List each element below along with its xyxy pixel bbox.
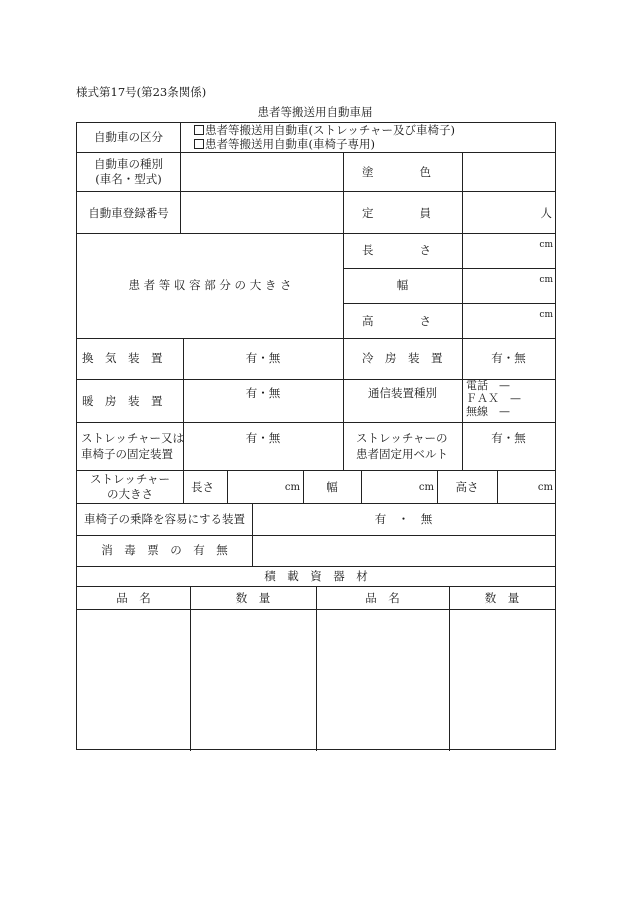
row-divider xyxy=(77,338,555,339)
ventilation-value[interactable]: 有・無 xyxy=(245,351,281,365)
equipment-col-item-2: 品 名 xyxy=(365,591,400,605)
stretcher-size-label: ストレッチャー xyxy=(89,472,171,486)
form-title: 患者等搬送用自動車届 xyxy=(257,105,373,119)
col-divider xyxy=(343,152,344,470)
cooling-value[interactable]: 有・無 xyxy=(491,351,526,365)
row-divider xyxy=(343,303,555,304)
stretcher-width-unit: cm xyxy=(418,482,434,493)
row-divider xyxy=(77,503,555,504)
fixing-device-label: ストレッチャー又は xyxy=(81,431,185,445)
col-divider xyxy=(183,470,184,503)
equipment-col-item: 品 名 xyxy=(116,591,151,605)
vehicle-type-label: 自動車の種別 xyxy=(94,157,163,171)
heating-value[interactable]: 有・無 xyxy=(245,386,281,400)
compartment-size-label: 患 者 等 収 容 部 分 の 大 き さ xyxy=(128,278,292,292)
compartment-height-unit: cm xyxy=(539,310,553,320)
stretcher-length-label: 長さ xyxy=(191,480,214,494)
vehicle-type-sublabel: (車名・型式) xyxy=(95,172,162,186)
capacity-label: 定 員 xyxy=(362,206,431,220)
row-divider xyxy=(77,233,555,234)
cooling-label: 冷 房 装 置 xyxy=(362,351,443,365)
stretcher-width-label: 幅 xyxy=(326,480,338,494)
heating-label: 暖 房 装 置 xyxy=(82,394,163,408)
stretcher-height-unit: cm xyxy=(537,482,553,493)
form-number: 様式第17号(第23条関係) xyxy=(76,85,207,99)
paint-color-field[interactable] xyxy=(463,153,555,191)
disinfection-field[interactable] xyxy=(253,536,555,566)
equipment-col-qty: 数 量 xyxy=(235,591,271,605)
ventilation-label: 換 気 装 置 xyxy=(82,351,163,365)
registration-number-label: 自動車登録番号 xyxy=(88,206,169,220)
belt-sublabel: 患者固定用ベルト xyxy=(356,447,448,461)
equipment-col-qty-2: 数 量 xyxy=(484,591,520,605)
row-divider xyxy=(343,268,555,269)
stretcher-length-unit: cm xyxy=(284,482,300,493)
compartment-width-label: 幅 xyxy=(396,278,409,292)
comm-phone: 電話 — xyxy=(466,379,510,392)
stretcher-size-sublabel: の大きさ xyxy=(107,487,153,501)
vehicle-type-field[interactable] xyxy=(181,153,343,191)
compartment-length-label: 長 さ xyxy=(362,243,431,257)
wheelchair-lift-label: 車椅子の乗降を容易にする装置 xyxy=(84,512,245,526)
compartment-height-label: 高 さ xyxy=(362,314,431,328)
comm-fax: ＦＡＸ — xyxy=(466,392,521,405)
row-divider xyxy=(77,566,555,567)
equipment-title: 積 載 資 器 材 xyxy=(264,569,368,583)
communication-type-label: 通信装置種別 xyxy=(368,386,437,400)
equipment-list-area[interactable] xyxy=(77,610,555,751)
stretcher-height-label: 高さ xyxy=(455,480,479,494)
classification-label: 自動車の区分 xyxy=(94,130,163,144)
checkbox[interactable] xyxy=(194,139,204,149)
registration-number-field[interactable] xyxy=(181,192,343,233)
fixing-device-value[interactable]: 有・無 xyxy=(245,431,281,445)
paint-color-label: 塗 色 xyxy=(362,165,431,179)
comm-radio: 無線 — xyxy=(466,405,510,418)
disinfection-label: 消 毒 票 の 有 無 xyxy=(101,543,228,557)
compartment-width-unit: cm xyxy=(539,275,553,285)
capacity-unit: 人 xyxy=(540,206,552,220)
checkbox[interactable] xyxy=(194,125,204,135)
row-divider xyxy=(77,422,555,423)
form-table xyxy=(76,122,556,750)
fixing-device-sublabel: 車椅子の固定装置 xyxy=(81,447,173,461)
compartment-length-unit: cm xyxy=(539,240,553,250)
wheelchair-lift-value[interactable]: 有 ・ 無 xyxy=(374,512,433,526)
row-divider xyxy=(77,470,555,471)
belt-value[interactable]: 有・無 xyxy=(491,431,526,445)
belt-label: ストレッチャーの xyxy=(356,431,448,445)
classification-option-stretcher[interactable]: 患者等搬送用自動車(ストレッチャー及び車椅子) xyxy=(194,123,455,137)
classification-option-wheelchair[interactable]: 患者等搬送用自動車(車椅子専用) xyxy=(194,137,375,151)
